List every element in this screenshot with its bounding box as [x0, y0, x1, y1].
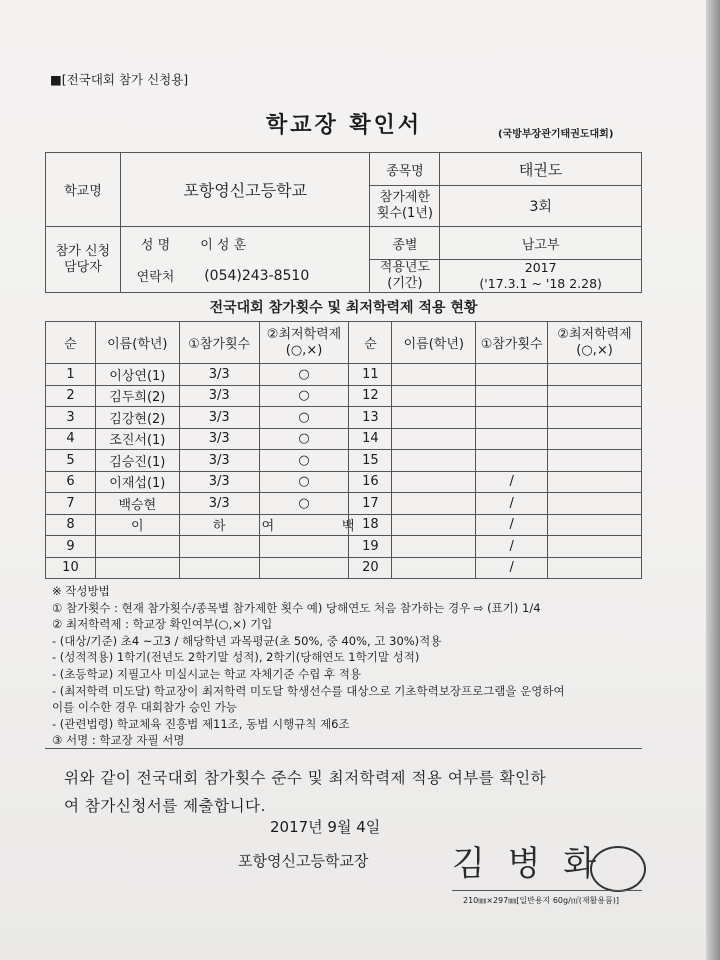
- limit-value: 3회: [440, 186, 642, 227]
- col-min-grade: ②최저학력제 (○,×): [259, 322, 349, 364]
- cell-name: [95, 536, 179, 558]
- cell-name-2: [392, 364, 476, 386]
- name-label: 성 명: [140, 237, 171, 253]
- cell-min-2: [548, 471, 642, 493]
- cell-min: ○: [259, 385, 349, 407]
- cell-count: 3/3: [179, 493, 259, 515]
- phone-label: 연락처: [120, 260, 190, 293]
- table-row: [46, 407, 642, 429]
- cell-count-2: [476, 407, 548, 429]
- note-item: - (관련법령) 학교체육 진흥법 제11조, 동법 시행규칙 제6조: [52, 716, 350, 731]
- limit-label: 참가제한 횟수(1년): [370, 186, 440, 227]
- phone-value: (054)243-8510: [190, 260, 370, 293]
- cell-count: 3/3: [179, 450, 259, 472]
- cell-name: 김승진(1): [95, 450, 179, 472]
- table-row: [46, 385, 642, 407]
- date: 2017년 9월 4일: [270, 818, 381, 836]
- cell-min: ○: [259, 428, 349, 450]
- cell-no-2: 15: [349, 450, 392, 472]
- cell-count-2: /: [476, 514, 548, 536]
- cell-no-2: 17: [349, 493, 392, 515]
- cell-min: ○: [259, 471, 349, 493]
- confirmation-line-1: 위와 같이 전국대회 참가횟수 준수 및 최저학력제 적용 여부를 확인하: [64, 769, 547, 787]
- cell-no: 10: [46, 557, 96, 579]
- division-value: 남고부: [440, 227, 642, 260]
- cell-min: [259, 536, 349, 558]
- table-header-row: [46, 322, 642, 364]
- table-row: [46, 364, 642, 386]
- cell-name: 이상연(1): [95, 364, 179, 386]
- cell-min-2: [548, 428, 642, 450]
- note-item: - (성적적용) 1학기(전년도 2학기말 성적), 2학기(당해연도 1학기말 성적): [52, 650, 420, 665]
- cell-no-2: 20: [349, 557, 392, 579]
- sport-label: 종목명: [370, 153, 440, 186]
- cell-count: 3/3: [179, 428, 259, 450]
- cell-min-2: [548, 385, 642, 407]
- cell-no-2: 19: [349, 536, 392, 558]
- divider: [45, 748, 642, 749]
- table-row: [46, 514, 642, 536]
- sport-value: 태권도: [440, 153, 642, 186]
- table-row: [46, 450, 642, 472]
- contact-label: 참가 신청 담당자: [46, 227, 121, 293]
- document-subtitle: (국방부장관기태권도대회): [498, 129, 614, 140]
- cell-min-2: [548, 450, 642, 472]
- document-title: 학교장 확인서: [266, 113, 423, 138]
- cell-no-2: 16: [349, 471, 392, 493]
- cell-count: 3/3: [179, 364, 259, 386]
- table-row: [46, 536, 642, 558]
- cell-count-2: [476, 450, 548, 472]
- principal-title: 포항영신고등학교장: [238, 852, 369, 870]
- form-type-tag: ■[전국대회 참가 신청용]: [50, 72, 189, 87]
- note-item: ② 최저학력제 : 학교장 확인여부(○,×) 기입: [52, 617, 273, 632]
- cell-count-2: /: [476, 493, 548, 515]
- cell-min-2: [548, 493, 642, 515]
- cell-name: 김강현(2): [95, 407, 179, 429]
- participation-table: [45, 321, 642, 579]
- cell-name-2: [392, 385, 476, 407]
- cell-no: 8: [46, 514, 96, 536]
- cell-no: 9: [46, 536, 96, 558]
- cell-min: [259, 557, 349, 579]
- cell-no: 5: [46, 450, 96, 472]
- year-label: 적용년도 (기간): [370, 260, 440, 293]
- year-value: 2017 ('17.3.1 ~ '18 2.28): [440, 260, 642, 293]
- col-min-grade-2: ②최저학력제 (○,×): [548, 322, 642, 364]
- cell-count: 3/3: [179, 407, 259, 429]
- cell-no: 3: [46, 407, 96, 429]
- confirmation-text: [64, 764, 546, 820]
- cell-count-2: /: [476, 557, 548, 579]
- cell-name-2: [392, 407, 476, 429]
- cell-no-2: 13: [349, 407, 392, 429]
- cell-name: 이재섭(1): [95, 471, 179, 493]
- paper-spec-footer: 210㎜×297㎜[일반용지 60g/㎡(재활용품)]: [463, 896, 620, 905]
- cell-min-2: [548, 557, 642, 579]
- cell-name: [95, 557, 179, 579]
- cell-min-2: [548, 514, 642, 536]
- cell-name-2: [392, 557, 476, 579]
- cell-name: 이: [95, 514, 179, 536]
- cell-no-2: 14: [349, 428, 392, 450]
- cell-count-2: [476, 385, 548, 407]
- col-count: ①참가횟수: [179, 322, 259, 364]
- cell-count-2: [476, 364, 548, 386]
- note-item: - (초등학교) 지필고사 미실시교는 학교 자체기준 수립 후 적용: [52, 666, 361, 681]
- cell-count: [179, 557, 259, 579]
- cell-name-2: [392, 450, 476, 472]
- division-label: 종별: [370, 227, 440, 260]
- cell-count: 하: [179, 514, 259, 536]
- seal-stamp: [590, 846, 646, 892]
- cell-name: 조진서(1): [95, 428, 179, 450]
- school-label: 학교명: [46, 153, 121, 227]
- cell-no: 4: [46, 428, 96, 450]
- cell-no: 2: [46, 385, 96, 407]
- cell-name-2: [392, 514, 476, 536]
- note-heading: ※ 작성방법: [52, 584, 110, 598]
- cell-no-2: 18: [349, 514, 392, 536]
- table-row: [46, 428, 642, 450]
- cell-min: ○: [259, 493, 349, 515]
- col-no: 순: [46, 322, 96, 364]
- school-name: 포항영신고등학교: [120, 153, 370, 227]
- cell-no-2: 11: [349, 364, 392, 386]
- manager-name: 이 성 훈: [190, 227, 370, 260]
- cell-name-2: [392, 428, 476, 450]
- cell-min: ○: [259, 407, 349, 429]
- cell-count: [179, 536, 259, 558]
- table-row: [46, 471, 642, 493]
- section-title: 전국대회 참가횟수 및 최저학력제 적용 현황: [209, 300, 478, 316]
- cell-min-2: [548, 407, 642, 429]
- info-table: [45, 152, 642, 293]
- note-item: - (대상/기준) 초4 ~고3 / 해당학년 과목평균(초 50%, 중 40%, 고 30%)적용: [52, 633, 442, 648]
- cell-count: 3/3: [179, 385, 259, 407]
- instructions: [52, 583, 565, 749]
- cell-count-2: /: [476, 536, 548, 558]
- cell-min-extra: 백: [341, 519, 355, 535]
- cell-name-2: [392, 471, 476, 493]
- cell-min-2: [548, 536, 642, 558]
- cell-count-2: /: [476, 471, 548, 493]
- table-row: [46, 557, 642, 579]
- table-row: [46, 493, 642, 515]
- cell-min: ○: [259, 450, 349, 472]
- col-no-2: 순: [349, 322, 392, 364]
- cell-min-2: [548, 364, 642, 386]
- cell-no: 1: [46, 364, 96, 386]
- cell-min-text: 여: [261, 519, 275, 535]
- confirmation-line-2: 여 참가신청서를 제출합니다.: [64, 797, 266, 815]
- note-item: ① 참가횟수 : 현재 참가횟수/종목별 참가제한 횟수 예) 당해연도 처음 참가하는 경우 ⇨ (표기) 1/4: [52, 600, 541, 615]
- cell-min: [259, 514, 355, 536]
- cell-name-2: [392, 493, 476, 515]
- col-name-2: 이름(학년): [392, 322, 476, 364]
- cell-count-2: [476, 428, 548, 450]
- handwritten-signature: 김 병 화: [452, 844, 603, 884]
- note-item: 이를 이수한 경우 대회참가 승인 가능: [52, 700, 237, 715]
- cell-count: 3/3: [179, 471, 259, 493]
- note-item: - (최저학력 미도달) 학교장이 최저학력 미도달 학생선수를 대상으로 기초학력보장프로그램을 운영하여: [52, 683, 565, 698]
- paper-shadow: [706, 0, 720, 960]
- cell-name-2: [392, 536, 476, 558]
- cell-no: 6: [46, 471, 96, 493]
- cell-name: 백승현: [95, 493, 179, 515]
- cell-min: ○: [259, 364, 349, 386]
- cell-no: 7: [46, 493, 96, 515]
- cell-name: 김두희(2): [95, 385, 179, 407]
- col-name: 이름(학년): [95, 322, 179, 364]
- footer-divider: [452, 890, 642, 891]
- note-item: ③ 서명 : 학교장 자필 서명: [52, 733, 185, 748]
- col-count-2: ①참가횟수: [476, 322, 548, 364]
- cell-no-2: 12: [349, 385, 392, 407]
